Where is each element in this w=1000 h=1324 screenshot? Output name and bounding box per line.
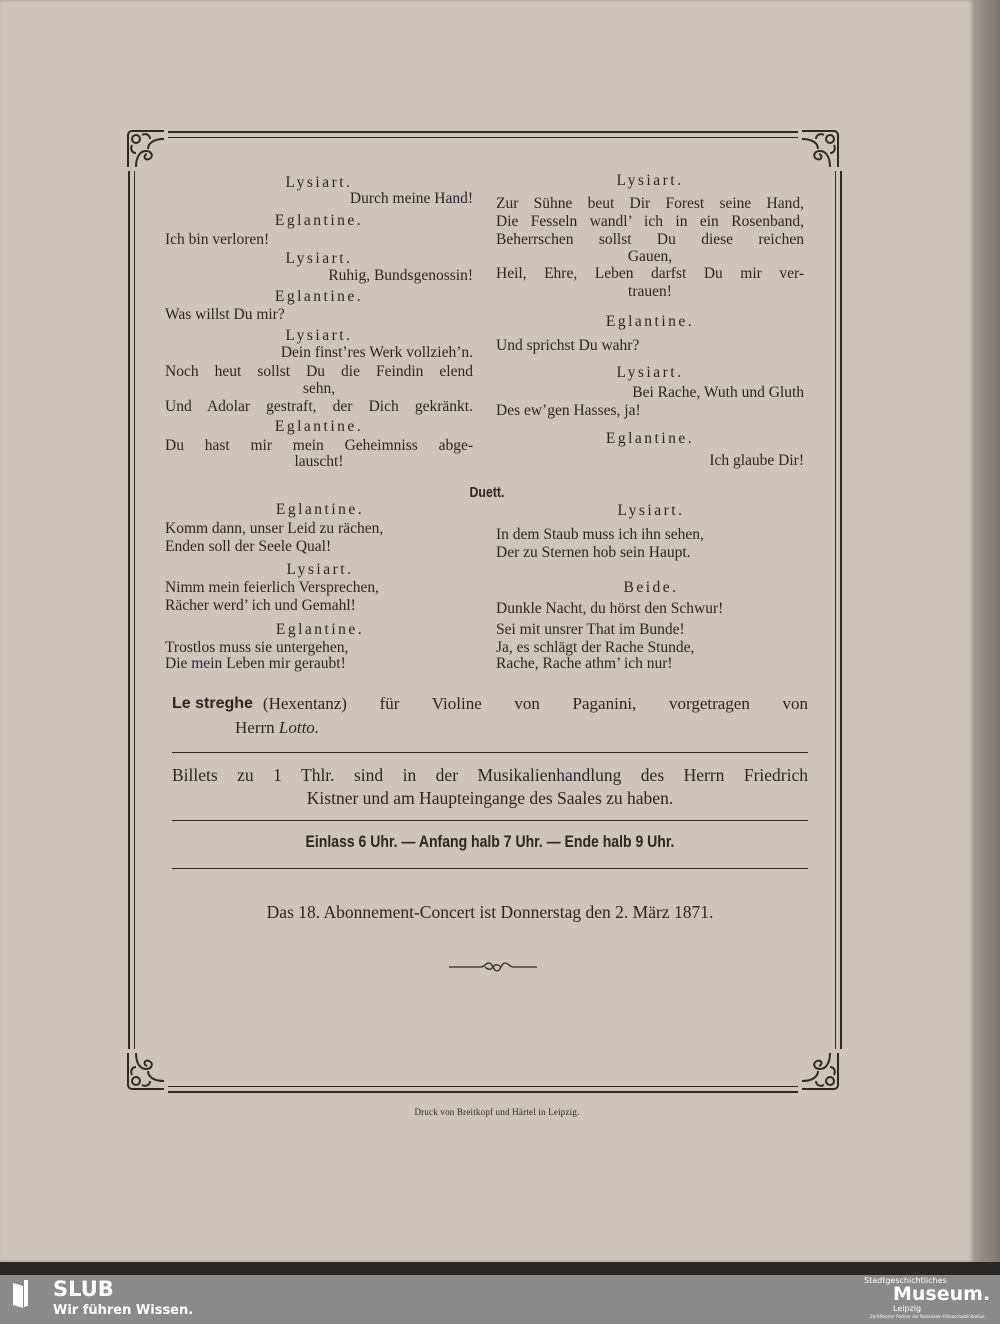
duet-heading: Duett. (469, 485, 505, 501)
lyric-line: Du hast mir mein Geheimniss abge- (165, 437, 473, 454)
speaker-name: Lysiart. (616, 172, 684, 189)
lyric-line: Ruhig, Bundsgenossin! (328, 267, 473, 284)
speaker-name: Lysiart. (286, 561, 354, 578)
lyric-line: Komm dann, unser Leid zu rächen, (165, 520, 384, 537)
performer-prefix: Herrn (235, 718, 275, 737)
museum-partner-note: Zertifizierter Partner der Nationalen Klimaschutzinitiative (870, 1314, 985, 1319)
corner-ornament-icon (124, 127, 168, 171)
lyric-line: Was willst Du mir? (165, 306, 285, 323)
museum-label-top: Stadtgeschichtliches (864, 1276, 947, 1285)
lyric-line: Rache, Rache athm’ ich nur! (496, 655, 673, 672)
lyric-line: In dem Staub muss ich ihn sehen, (496, 526, 704, 543)
tickets-line-1: Billets zu 1 Thlr. sind in der Musikalienhandlung des Herrn Friedrich (172, 765, 808, 785)
lyric-line: Ich glaube Dir! (709, 452, 804, 469)
lyric-line: Trostlos muss sie untergehen, (165, 639, 349, 656)
lyric-line: Die Fesseln wandl’ ich in ein Rosenband, (496, 213, 804, 230)
speaker-name: Eglantine. (274, 212, 364, 229)
museum-city: Leipzig (893, 1304, 922, 1313)
next-concert-line: Das 18. Abonnement-Concert ist Donnerstag den 2. März 1871. (266, 902, 714, 922)
divider (172, 820, 808, 821)
lyric-line: Ich bin verloren! (165, 231, 270, 248)
slub-tagline: Wir führen Wissen. (53, 1303, 194, 1318)
lyric-line: Bei Rache, Wuth und Gluth (632, 384, 804, 401)
lyric-line: Zur Sühne beut Dir Forest seine Hand, (496, 195, 804, 212)
lyric-line: Die mein Leben mir geraubt! (165, 655, 346, 672)
divider (172, 868, 808, 869)
speaker-name: Eglantine. (274, 418, 364, 435)
lyric-line: lauscht! (294, 453, 344, 470)
times-line: Einlass 6 Uhr. — Anfang halb 7 Uhr. — Ende halb 9 Uhr. (305, 833, 675, 851)
speaker-name: Eglantine. (275, 501, 365, 518)
lyric-line: Noch heut sollst Du die Feindin elend (165, 363, 473, 380)
lyric-line: Heil, Ehre, Leben darfst Du mir ver- (496, 265, 804, 282)
performer-line (235, 719, 319, 737)
museum-logo-text[interactable]: Museum. (893, 1283, 991, 1305)
lyric-line: Nimm mein feierlich Versprechen, (165, 579, 380, 596)
flourish-ornament-icon (447, 960, 539, 974)
program-item-line (172, 695, 808, 713)
lyric-line: Der zu Sternen hob sein Haupt. (496, 544, 691, 561)
lyric-line: Gauen, (627, 248, 673, 265)
speaker-name: Eglantine. (275, 621, 365, 638)
performer-name: Lotto. (278, 718, 320, 737)
speaker-name: Beide. (623, 579, 679, 596)
lyric-line: sehn, (302, 380, 336, 397)
speaker-name: Eglantine. (274, 288, 364, 305)
lyric-line: Durch meine Hand! (349, 190, 473, 207)
divider (172, 752, 808, 753)
piece-title: Le streghe (172, 695, 253, 712)
lyric-line: Beherrschen sollst Du diese reichen (496, 231, 804, 248)
lyric-line: Des ew’gen Hasses, ja! (496, 402, 641, 419)
slub-logo-text[interactable]: SLUB (53, 1277, 114, 1301)
lyric-line: Rächer werd’ ich und Gemahl! (165, 597, 356, 614)
lyric-line: Dunkle Nacht, du hörst den Schwur! (496, 600, 724, 617)
corner-ornament-icon (798, 127, 842, 171)
speaker-name: Lysiart. (285, 174, 353, 191)
corner-ornament-icon (798, 1049, 842, 1093)
page-edge (975, 0, 1000, 1262)
slub-logo-icon (12, 1279, 30, 1309)
piece-description: (Hexentanz) für Violine von Paganini, vorgetragen von (262, 694, 808, 713)
speaker-name: Eglantine. (605, 430, 695, 447)
speaker-name: Lysiart. (616, 364, 684, 381)
lyric-line: Und Adolar gestraft, der Dich gekränkt. (165, 398, 473, 415)
speaker-name: Lysiart. (285, 327, 353, 344)
lyric-line: Sei mit unsrer That im Bunde! (496, 621, 685, 638)
speaker-name: Lysiart. (617, 502, 685, 519)
lyric-line: Ja, es schlägt der Rache Stunde, (496, 639, 695, 656)
lyric-line: Enden soll der Seele Qual! (165, 538, 332, 555)
lyric-line: Dein finst’res Werk vollzieh’n. (280, 344, 473, 361)
lyric-line: trauen! (628, 283, 672, 300)
printer-credit: Druck von Breitkopf und Härtel in Leipzig. (414, 1107, 580, 1117)
footer-bar (0, 1275, 1000, 1324)
tickets-line-2: Kistner und am Haupteingange des Saales zu haben. (306, 788, 674, 808)
speaker-name: Eglantine. (605, 313, 695, 330)
lyric-line: Und sprichst Du wahr? (496, 337, 640, 354)
speaker-name: Lysiart. (285, 250, 353, 267)
corner-ornament-icon (124, 1049, 168, 1093)
